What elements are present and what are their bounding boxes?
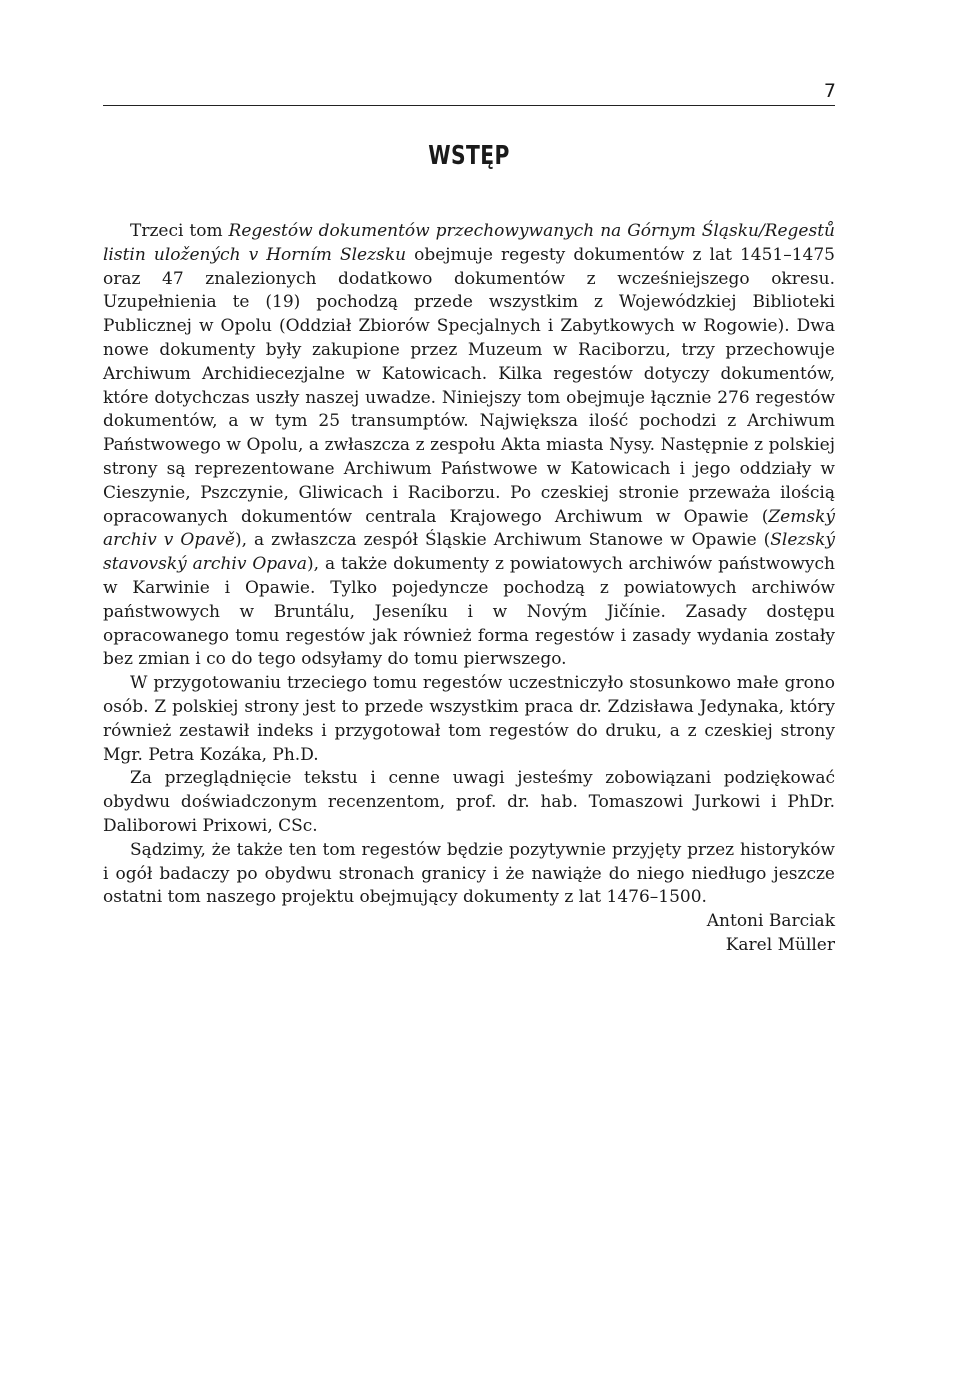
paragraph-1-text: obejmuje regesty dokumentów z lat 1451–1475 oraz 47 znalezionych dodatkowo dokumentów z wcześniejszego okresu. Uzupełnienia te (19) pochodzą przede wszystkim z Wojewódzkiej Biblioteki Publicznej w Opolu (Oddział Zbiorów Specjalnych i Zabytkowych w Rogowie). Dwa nowe dokumenty były zakupione przez Muzeum w Raciborzu, trzy przechowuje Archiwum Archidiecezjalne w Katowicach. Kilka regestów dotyczy dokumentów, które dotychczas uszły naszej uwadze. Niniejszy tom obejmuje łącznie 276 regestów dokumentów, a w tym 25 transumptów. Największa ilość pochodzi z Archiwum Państwowego w Opolu, a zwłaszcza z zespołu Akta miasta Nysy. Następnie z polskiej strony są reprezentowane Archiwum Państwowe w Katowicach i jego oddziały w Cieszynie, Pszczynie, Gliwicach i Raciborzu. Po czeskiej stronie przeważa ilością opracowanych dokumentów centrala Krajowego Archiwum w Opawie ( <box>103 244 835 527</box>
body-text <box>103 220 835 958</box>
archive-name-czech: Slezský stavovský archiv Opava <box>103 530 835 575</box>
header-rule <box>103 105 835 106</box>
archive-name-czech: Zemský archiv v Opavě <box>103 506 835 551</box>
paragraph-1-text: ), a także dokumenty z powiatowych archiwów państwowych w Karwinie i Opawie. Tylko pojedyncze pochodzą z powiatowych archiwów państwowych w Bruntálu, Jeseníku i w Novým Jičínie. Zasady dostępu opracowanego tomu regestów jak również forma regestów i zasady wydania zostały bez zmian i co do tego odsyłamy do tomu pierwszego. <box>103 554 836 670</box>
signature-author: Karel Müller <box>725 934 835 955</box>
book-title: Regestów dokumentów przechowywanych na Górnym Śląsku/Regestů listin uložených v Horním Slezsku <box>103 221 835 265</box>
signature-author: Antoni Barciak <box>706 911 835 932</box>
page-number: 7 <box>823 80 836 102</box>
paragraph-1-text: Trzeci tom <box>130 221 229 241</box>
page-title: WSTĘP <box>428 141 510 171</box>
paragraph-4: Sądzimy, że także ten tom regestów będzie pozytywnie przyjęty przez historyków i ogół badaczy po obydwu stronach granicy i że nawiąże do niego niedługo jeszcze ostatni tom naszego projektu obejmujący dokumenty z lat 1476–1500. <box>103 839 835 908</box>
paragraph-2: W przygotowaniu trzeciego tomu regestów uczestniczyło stosunkowo małe grono osób. Z polskiej strony jest to przede wszystkim praca dr. Zdzisława Jedynaka, który również zestawił indeks i przygotował tom regestów do druku, a z czeskiej strony Mgr. Petra Kozáka, Ph.D. <box>103 673 835 765</box>
signatures <box>103 910 835 958</box>
paragraph-3: Za przeglądnięcie tekstu i cenne uwagi jesteśmy zobowiązani podziękować obydwu doświadczonym recenzentom, prof. dr. hab. Tomaszowi Jurkowi i PhDr. Daliborowi Prixowi, CSc. <box>103 768 835 836</box>
paragraph-1 <box>103 220 835 672</box>
paragraph-1-text: ), a zwłaszcza zespół Śląskie Archiwum Stanowe w Opawie ( <box>235 530 771 551</box>
